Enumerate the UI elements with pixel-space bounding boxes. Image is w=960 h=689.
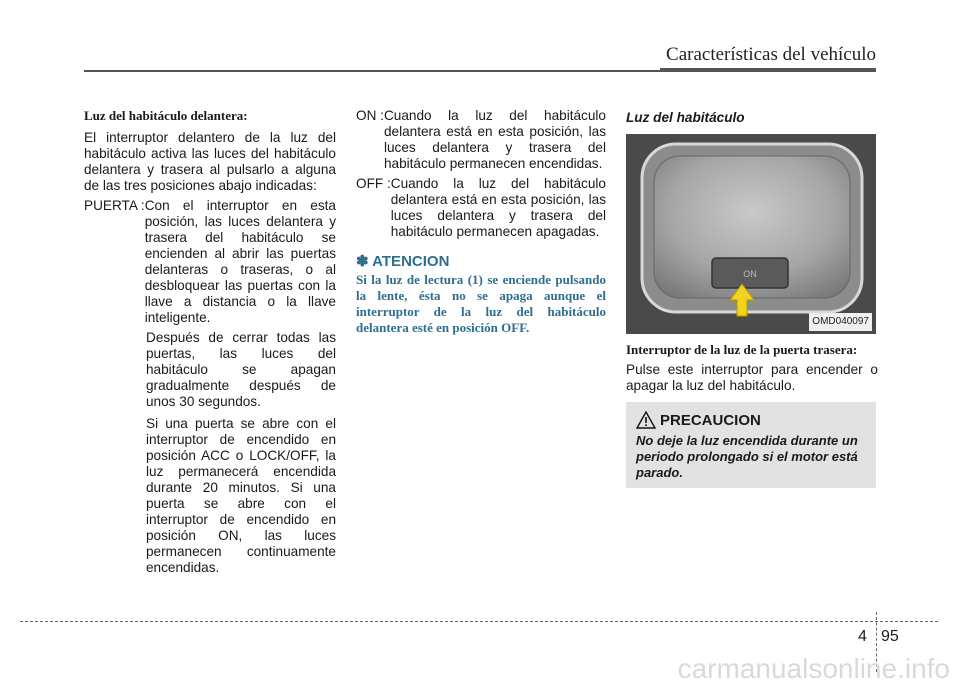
header-rule-accent <box>660 68 876 72</box>
rear-switch-heading: Interruptor de la luz de la puerta trasera: <box>626 342 858 357</box>
precaucion-title: PRECAUCION <box>660 412 761 429</box>
footer-rule <box>20 621 938 622</box>
atencion-title: ✽ ATENCION <box>356 253 450 270</box>
off-text: Cuando la luz del habitáculo delantera está en esta posición, las luces delantera y trasera del habitáculo permanecen apagadas. <box>390 176 606 239</box>
warning-icon <box>636 411 656 434</box>
switch-on-label: ON <box>743 269 757 279</box>
figure-code: OMD040097 <box>809 313 872 331</box>
left-column <box>84 108 336 582</box>
puerta-para-3: Si una puerta se abre con el interruptor de encendido en posición ACC o LOCK/OFF, la luz permanecerá encendida durante 20 minutos. Si una puerta se abre con el interruptor de encendido en posición ON, las luces permanecen continuamente encendidas. <box>146 416 336 575</box>
precaucion-text: No deje la luz encendida durante un periodo prolongado si el motor está parado. <box>636 433 858 480</box>
middle-column <box>356 108 606 336</box>
on-item <box>356 108 606 172</box>
puerta-para-2: Después de cerrar todas las puertas, las luces del habitáculo se apagan gradualmente después de unos 30 segundos. <box>146 330 336 409</box>
rear-switch-text: Pulse este interruptor para encender o apagar la luz del habitáculo. <box>626 362 878 393</box>
watermark: carmanualsonline.info <box>677 653 950 684</box>
front-light-heading: Luz del habitáculo delantera: <box>84 108 248 123</box>
page-number: 95 <box>881 628 899 645</box>
off-item <box>356 176 606 240</box>
right-column <box>626 108 878 398</box>
puerta-item <box>84 198 336 326</box>
puerta-text: Con el interruptor en esta posición, las luces delantera y trasera del habitáculo se encienden al abrir las puertas delanteras o traseras, o al desbloquear las puertas con la llave a distancia o la llave inteligente. <box>144 198 336 325</box>
front-light-intro: El interruptor delantero de la luz del habitáculo activa las luces del habitáculo delantera y trasera al pulsarlo a alguna de las tres posiciones abajo indicadas: <box>84 130 336 193</box>
puerta-label: PUERTA : <box>84 198 145 213</box>
on-text: Cuando la luz del habitáculo delantera está en esta posición, las luces delantera y trasera del habitáculo permanecen encendidas. <box>383 108 606 171</box>
page-header-title: Características del vehículo <box>666 44 876 65</box>
precaucion-box <box>626 402 876 488</box>
atencion-text: Si la luz de lectura (1) se enciende pulsando la lente, ésta no se apaga aunque el interruptor de la luz del habitáculo delantera esté en posición OFF. <box>356 272 606 335</box>
chapter-number: 4 <box>858 628 867 645</box>
interior-light-photo <box>626 134 876 334</box>
off-label: OFF : <box>356 176 391 191</box>
section-title: Luz del habitáculo <box>626 110 745 125</box>
interior-light-illustration <box>626 134 876 334</box>
on-label: ON : <box>356 108 384 123</box>
